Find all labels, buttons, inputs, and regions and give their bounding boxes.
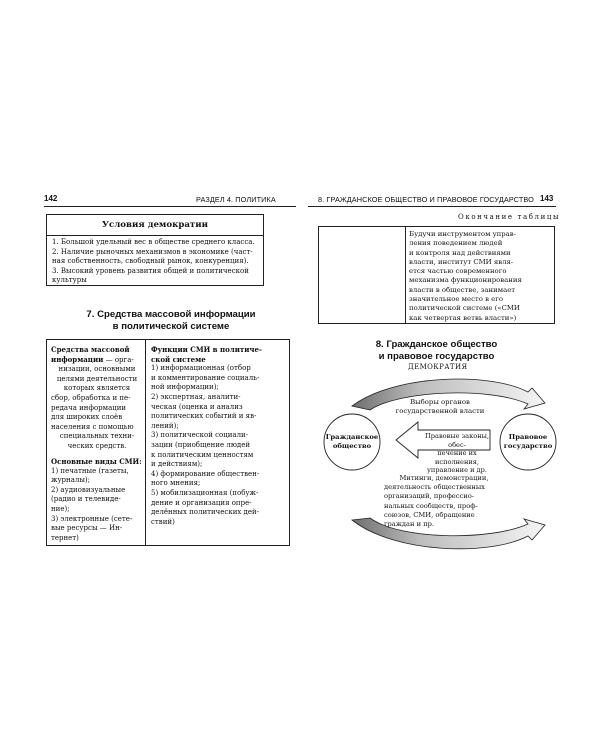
continuation-table-cell — [409, 230, 555, 323]
democracy-conditions-list — [52, 238, 262, 286]
text-line: печение их исполнения, — [435, 449, 479, 466]
elections-label — [375, 398, 505, 416]
left-header-rule — [44, 206, 296, 207]
text-line: ления поведением людей — [409, 239, 503, 248]
text-line: Средства массовой — [51, 345, 130, 354]
text-line: граждан и пр. — [384, 520, 435, 529]
democracy-box-divider — [47, 235, 263, 236]
text-line: механизма функционирования — [409, 276, 522, 285]
text-line: Правовое — [508, 433, 548, 441]
text-line: дение и организация опре- — [151, 498, 252, 507]
legal-state-label — [500, 433, 556, 451]
media-types-heading: Основные виды СМИ: — [51, 457, 142, 466]
list-item: 2. Наличие рыночных механизмов в экономике (част- — [52, 247, 253, 256]
table-end-label: Окончание таблицы — [458, 213, 561, 221]
section7-title — [46, 309, 296, 333]
section7-title-line: в политической системе — [112, 321, 230, 332]
text-line: 1) информационная (отбор — [151, 364, 251, 373]
text-line: Выборы органов — [410, 398, 470, 406]
text-line: Будучи инструментом управ- — [409, 230, 516, 238]
text-line: журналы); — [51, 476, 90, 485]
left-page-number: 142 — [44, 194, 58, 203]
laws-label — [418, 432, 496, 475]
media-definition — [51, 345, 143, 452]
text-line: политической системе («СМИ — [409, 304, 520, 313]
continuation-table — [318, 226, 555, 324]
text-line: Митинги, демонстрации, — [399, 474, 489, 482]
democracy-conditions-title: Условия демократии — [102, 220, 208, 230]
text-line: организаций, профессио- — [384, 492, 475, 501]
text-line: власти, институт СМИ явля- — [409, 257, 514, 266]
text-line: ческая (оценка и анализ — [151, 402, 243, 411]
text-line: как четвертая ветвь власти») — [409, 313, 517, 322]
text-line: специальных техни- — [59, 432, 135, 441]
list-item: 3. Высокий уровень развития общей и политической — [52, 266, 249, 275]
text-line: управление и др. — [427, 466, 487, 475]
text-line: Гражданское — [325, 433, 379, 441]
text-line: нальных сообществ, проф- — [384, 501, 478, 510]
text-line: тернет) — [51, 533, 79, 542]
text-line: зации (приобщение людей — [151, 440, 251, 449]
text-line: к политическим ценностям — [151, 450, 254, 459]
text-line: общество — [332, 442, 372, 450]
text-line: лений); — [151, 421, 179, 430]
text-line: Правовые законы, обес- — [425, 432, 489, 449]
section7-title-line: 7. Средства массовой информации — [86, 309, 256, 320]
text-line: населения с помощью — [51, 422, 134, 431]
text-line: ствий) — [151, 517, 175, 526]
democracy-label: ДЕМОКРАТИЯ — [408, 363, 468, 371]
media-functions-heading: Функции СМИ в политиче- — [151, 345, 262, 354]
list-item: ная собственность, свободный рынок, конкуренция). — [52, 257, 249, 266]
section8-title-line: 8. Гражданское общество — [375, 339, 498, 350]
media-functions-heading: ской системе — [151, 354, 206, 364]
text-line: 3) политической социали- — [151, 431, 249, 440]
text-line: ного мнения; — [151, 479, 201, 488]
text-line: (радио и телевиде- — [51, 495, 121, 504]
text-line: 3) электронные (сете- — [51, 514, 133, 523]
continuation-table-divider — [405, 227, 406, 323]
left-running-head: РАЗДЕЛ 4. ПОЛИТИКА — [196, 195, 276, 204]
list-item: 1. Большой удельный вес в обществе среднего класса. — [52, 238, 255, 246]
text-line: ется частью современного — [409, 267, 507, 276]
text-line: ние); — [51, 504, 70, 513]
text-line: союзов, СМИ, обращение — [384, 510, 475, 519]
text-line: информации — орга- — [51, 354, 134, 364]
text-line: целями деятельности — [56, 374, 138, 383]
text-line: сбор, обработка и пе- — [51, 393, 131, 402]
media-functions — [151, 345, 289, 527]
text-line: 5) мобилизационная (побуж- — [151, 488, 259, 497]
text-line: и действиям); — [151, 460, 203, 469]
text-line: 1) печатные (газеты, — [51, 466, 129, 475]
media-table — [46, 339, 290, 546]
text-line: деятельность общественных — [384, 483, 485, 492]
democracy-conditions-box — [46, 214, 264, 286]
text-line: и комментирование социаль- — [151, 373, 260, 382]
text-line: 4) формирование обществен- — [151, 469, 260, 478]
text-line: политических событий и яв- — [151, 412, 257, 421]
text-line: и контроля над действиями — [409, 248, 511, 257]
right-running-head: 8. ГРАЖДАНСКОЕ ОБЩЕСТВО И ПРАВОВОЕ ГОСУДАРСТВО — [318, 195, 534, 204]
text-line: которых является — [63, 384, 131, 393]
text-line: ческих средств. — [67, 441, 127, 450]
section8-title-line: и правовое государство — [378, 351, 495, 362]
text-line: государство — [503, 442, 553, 450]
text-line: низации, основными — [58, 365, 136, 374]
right-page-number: 143 — [540, 194, 554, 203]
text-line: 2) экспертная, аналити- — [151, 392, 241, 401]
text-line: 2) аудиовизуальные — [51, 485, 126, 494]
text-line: власти в обществе, занимает — [409, 285, 516, 294]
text-line: значительное место в его — [409, 295, 503, 304]
text-line: для широких слоёв — [51, 413, 123, 422]
text-line: ной информации); — [151, 383, 219, 392]
list-item: культуры — [52, 276, 87, 285]
text-line: государственной власти — [395, 407, 485, 415]
text-line: делённых политических дей- — [151, 508, 260, 517]
right-header-rule — [308, 206, 556, 207]
text-line: вые ресурсы — Ин- — [51, 524, 123, 533]
text-line: редача информации — [51, 403, 127, 412]
media-types — [51, 457, 143, 543]
activities-label — [384, 474, 504, 529]
civil-society-label — [324, 433, 380, 451]
media-table-divider — [145, 340, 146, 545]
